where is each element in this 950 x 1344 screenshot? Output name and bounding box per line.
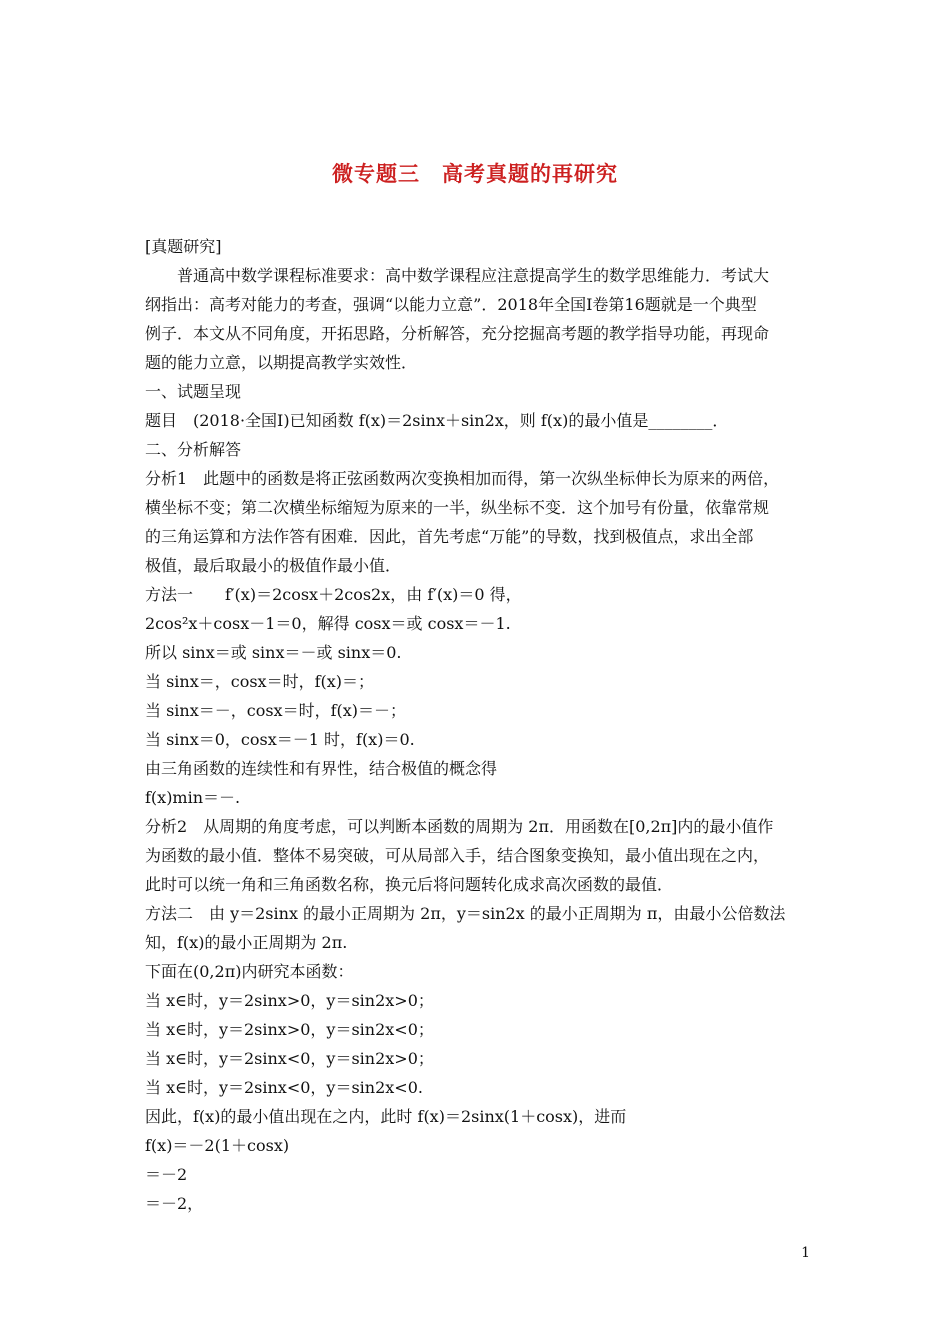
math-line: 当 x∈时，y＝2sinx>0，y＝sin2x>0；: [145, 991, 434, 1010]
section-heading: 一、试题呈现: [145, 382, 242, 401]
paragraph-line: 横坐标不变；第二次横坐标缩短为原来的一半，纵坐标不变．这个加号有份量，依靠常规: [145, 498, 770, 517]
paragraph-line: 方法二 由 y＝2sinx 的最小正周期为 2π，y＝sin2x 的最小正周期为 π，由最小公倍数法: [145, 904, 786, 923]
math-line: 当 x∈时，y＝2sinx<0，y＝sin2x<0.: [145, 1078, 423, 1097]
paragraph-line: 的三角运算和方法作答有困难．因此，首先考虑“万能”的导数，找到极值点，求出全部: [145, 527, 754, 546]
paragraph-line: 题的能力立意，以期提高教学实效性．: [145, 353, 418, 372]
paragraph-line: 为函数的最小值．整体不易突破，可从局部入手，结合图象变换知，最小值出现在之内，: [145, 846, 770, 865]
math-line: 所以 sinx＝或 sinx＝－或 sinx＝0.: [145, 643, 402, 662]
page-title: 微专题三 高考真题的再研究: [332, 161, 618, 186]
page-number: 1: [801, 1245, 810, 1261]
math-line: f(x)min＝－.: [145, 788, 241, 807]
body-text: [145, 232, 810, 1218]
problem-statement: 题目 (2018·全国Ⅰ)已知函数 f(x)＝2sinx＋sin2x，则 f(x)的最小值是________．: [145, 411, 729, 430]
paragraph-line: 分析2 从周期的角度考虑，可以判断本函数的周期为 2π．用函数在[0,2π]内的最小值作: [145, 817, 774, 836]
paragraph-line: 纲指出：高考对能力的考查，强调“以能力立意”．2018年全国Ⅰ卷第16题就是一个典型: [145, 295, 757, 314]
paragraph-line: 分析1 此题中的函数是将正弦函数两次变换相加而得，第一次纵坐标伸长为原来的两倍，: [145, 469, 780, 488]
math-line: ＝－2: [145, 1165, 188, 1184]
math-line: 2cos²x＋cosx－1＝0，解得 cosx＝或 cosx＝－1.: [145, 614, 511, 633]
paragraph-line: 由三角函数的连续性和有界性，结合极值的概念得: [145, 759, 498, 778]
math-line: 方法一 f′(x)＝2cosx＋2cos2x，由 f′(x)＝0 得，: [145, 585, 522, 604]
paragraph-line: 极值，最后取最小的极值作最小值．: [145, 556, 402, 575]
paragraph-line: 下面在(0,2π)内研究本函数：: [145, 962, 354, 981]
paragraph-line: 此时可以统一角和三角函数名称，换元后将问题转化成求高次函数的最值．: [145, 875, 674, 894]
paragraph-line: 普通高中数学课程标准要求：高中数学课程应注意提高学生的数学思维能力．考试大: [177, 266, 770, 285]
math-line: 当 sinx＝0，cosx＝－1 时，f(x)＝0.: [145, 730, 415, 749]
paragraph-line: 知，f(x)的最小正周期为 2π.: [145, 933, 348, 952]
math-line: 当 sinx＝，cosx＝时，f(x)＝；: [145, 672, 375, 691]
math-line: 当 sinx＝－，cosx＝时，f(x)＝－；: [145, 701, 407, 720]
math-line: ＝－2，: [145, 1194, 204, 1213]
paragraph-line: 因此，f(x)的最小值出现在之内，此时 f(x)＝2sinx(1＋cosx)，进而: [145, 1107, 627, 1126]
math-line: 当 x∈时，y＝2sinx>0，y＝sin2x<0；: [145, 1020, 434, 1039]
section-heading: 二、分析解答: [145, 440, 242, 459]
paragraph-line: 例子．本文从不同角度，开拓思路，分析解答，充分挖掘高考题的教学指导功能，再现命: [145, 324, 770, 343]
section-label: [真题研究]: [145, 237, 222, 256]
math-line: 当 x∈时，y＝2sinx<0，y＝sin2x>0；: [145, 1049, 434, 1068]
math-line: f(x)＝－2(1＋cosx): [145, 1136, 290, 1155]
